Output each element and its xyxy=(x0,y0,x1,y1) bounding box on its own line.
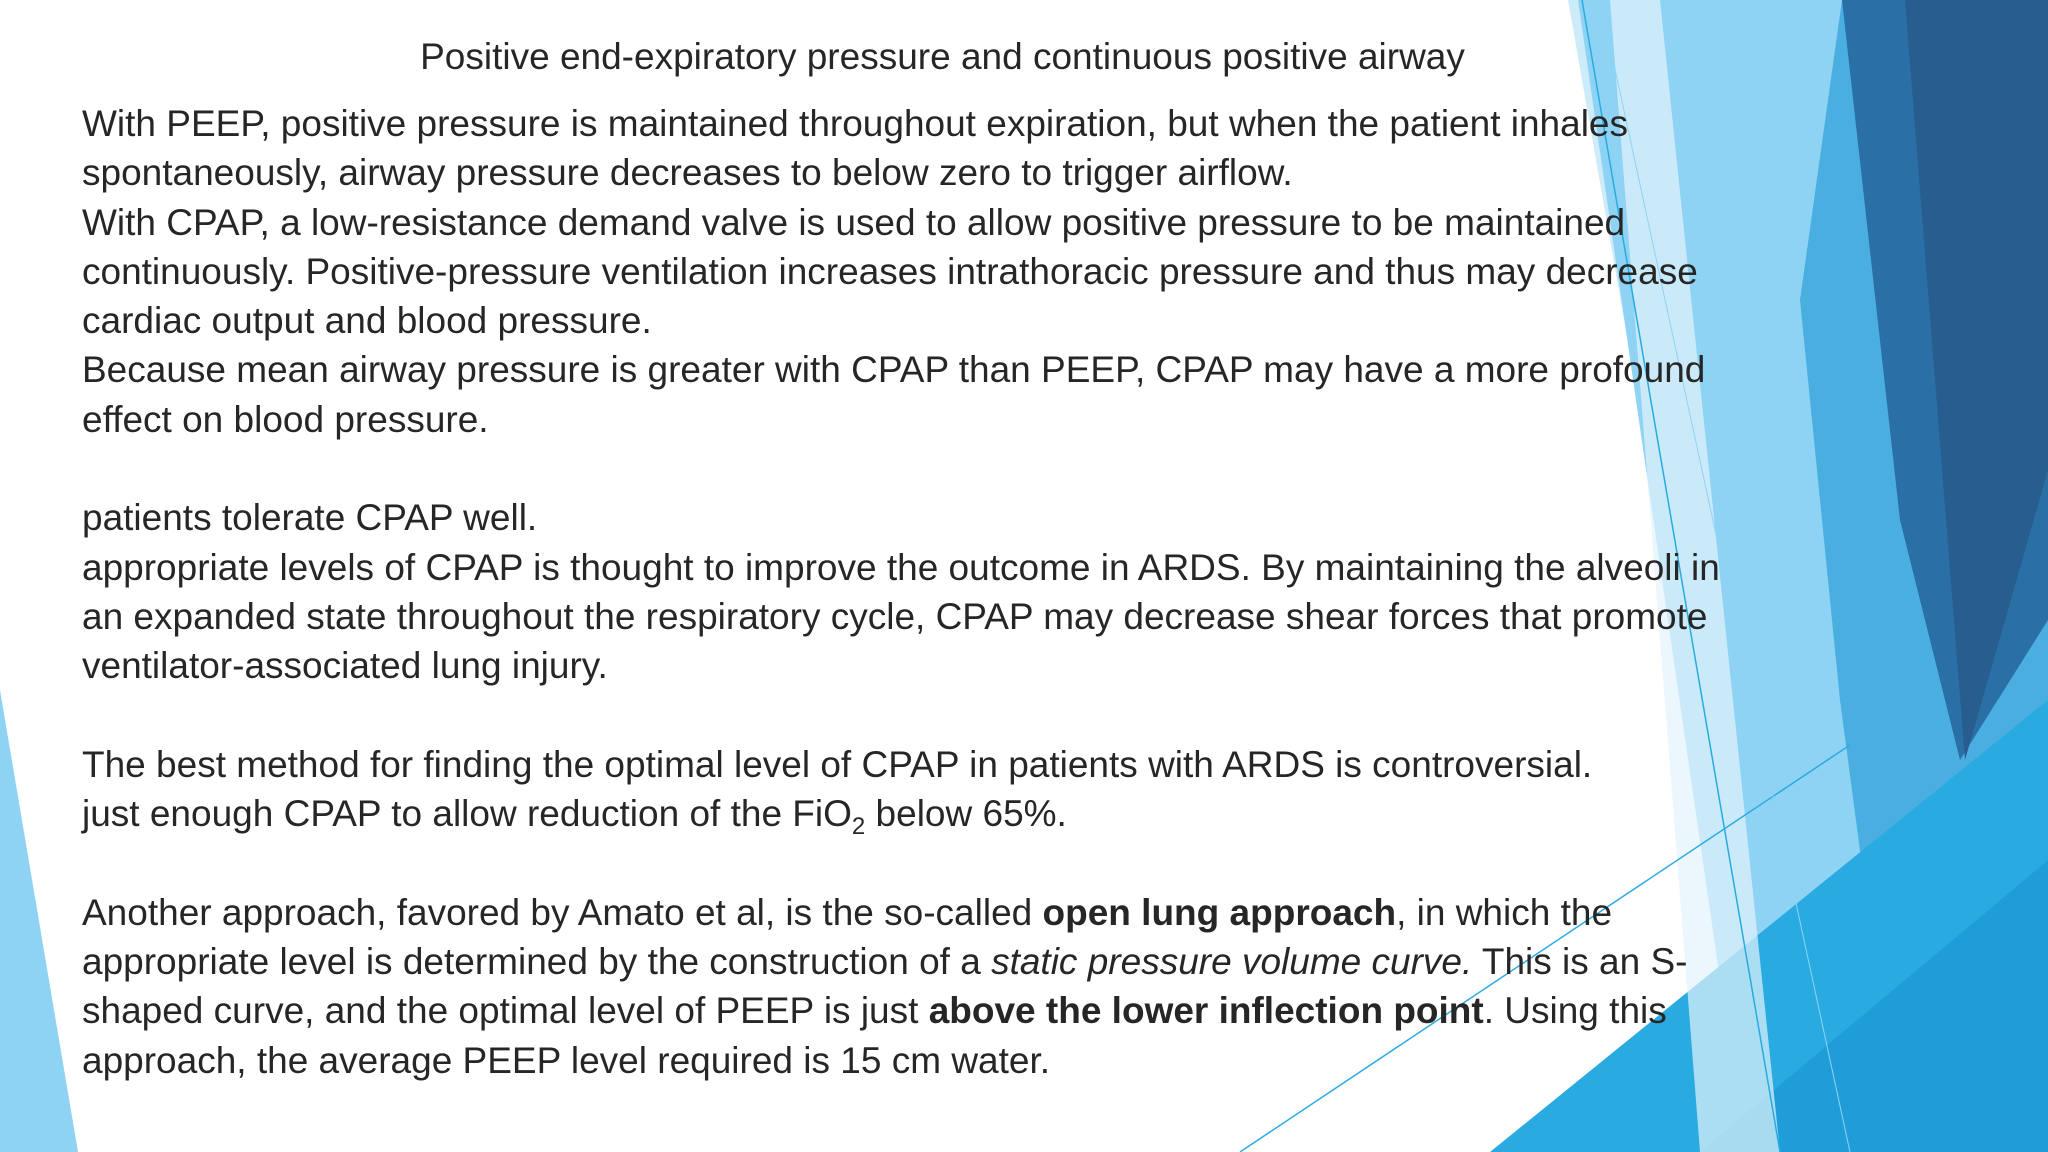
text-segment: This is an S- xyxy=(1472,941,1688,983)
text-segment: below 65%. xyxy=(865,793,1067,835)
text-line: With CPAP, a low-resistance demand valve is used to allow positive pressure to be maintained xyxy=(82,201,1626,243)
bold-lower-inflection-point: above the lower inflection point xyxy=(928,990,1484,1032)
text-line: continuously. Positive-pressure ventilation increases intrathoracic pressure and thus may decrease xyxy=(82,250,1698,292)
text-line: Because mean airway pressure is greater with CPAP than PEEP, CPAP may have a more profound xyxy=(82,349,1706,391)
text-segment: appropriate level is determined by the construction of a xyxy=(82,941,992,983)
text-segment: just enough CPAP to allow reduction of the FiO xyxy=(82,793,852,835)
left-edge-triangle xyxy=(0,690,78,1152)
text-line: With PEEP, positive pressure is maintained throughout expiration, but when the patient inhales xyxy=(82,103,1629,144)
italic-static-pv-curve: static pressure volume curve. xyxy=(991,941,1473,983)
text-line: The best method for finding the optimal level of CPAP in patients with ARDS is controversial. xyxy=(82,743,1593,785)
subscript-2: 2 xyxy=(851,813,866,841)
text-line: ventilator-associated lung injury. xyxy=(82,645,608,687)
bold-open-lung-approach: open lung approach xyxy=(1042,891,1397,933)
text-line-pv-curve xyxy=(82,937,1802,986)
paragraph-spacer xyxy=(82,444,1802,493)
text-line: effect on blood pressure. xyxy=(82,398,489,440)
text-line: cardiac output and blood pressure. xyxy=(82,300,652,342)
paragraph-spacer xyxy=(82,838,1802,887)
text-line: patients tolerate CPAP well. xyxy=(82,497,538,539)
text-segment: , in which the xyxy=(1396,891,1613,933)
text-segment: shaped curve, and the optimal level of PEEP is just xyxy=(82,990,929,1032)
text-line-inflection xyxy=(82,986,1802,1035)
slide-body-text xyxy=(82,99,1802,1085)
text-segment: Another approach, favored by Amato et al, is the so-called xyxy=(82,891,1043,933)
text-line-fio2 xyxy=(82,789,1802,841)
text-line: an expanded state throughout the respiratory cycle, CPAP may decrease shear forces that promote xyxy=(82,595,1708,637)
text-line: appropriate levels of CPAP is thought to improve the outcome in ARDS. By maintaining the alveoli in xyxy=(82,546,1720,588)
text-segment: . Using this xyxy=(1483,990,1667,1032)
text-line: approach, the average PEEP level required is 15 cm water. xyxy=(82,1039,1051,1081)
text-line-open-lung xyxy=(82,888,1802,937)
paragraph-spacer xyxy=(82,691,1802,740)
text-line: spontaneously, airway pressure decreases to below zero to trigger airflow. xyxy=(82,152,1293,194)
slide-title: Positive end-expiratory pressure and continuous positive airway xyxy=(420,36,1465,77)
